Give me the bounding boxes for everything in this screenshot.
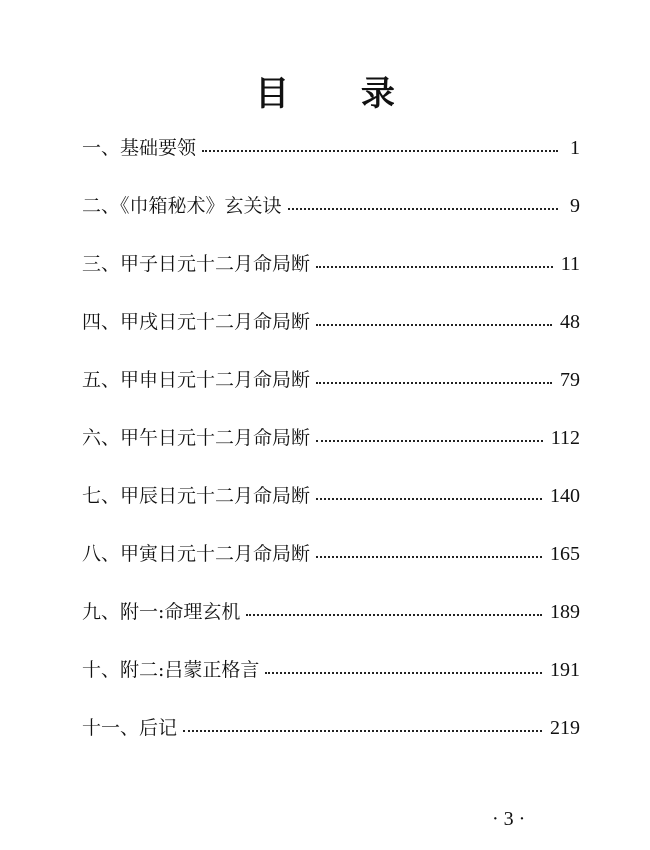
dot-leader xyxy=(316,556,542,558)
toc-entry-page: 79 xyxy=(560,369,580,391)
dot-leader xyxy=(246,614,542,616)
dot-leader xyxy=(183,730,542,732)
page-title: 目 录 xyxy=(255,74,425,114)
toc-entry-label: 十一、后记 xyxy=(82,717,178,739)
dot-leader xyxy=(316,440,543,442)
toc-entry[interactable] xyxy=(82,360,580,400)
toc-entry[interactable] xyxy=(82,650,580,690)
toc-entry[interactable] xyxy=(82,186,580,226)
dot-leader xyxy=(316,266,553,268)
toc-entry[interactable] xyxy=(82,418,580,458)
toc-entry[interactable] xyxy=(82,302,580,342)
toc-entry[interactable] xyxy=(82,534,580,574)
dot-leader xyxy=(202,150,558,152)
toc-entry[interactable] xyxy=(82,476,580,516)
toc-entry-label: 九、附一:命理玄机 xyxy=(82,601,241,623)
toc-entry-page: 140 xyxy=(550,485,580,507)
toc-entry-page: 11 xyxy=(560,253,580,275)
dot-leader xyxy=(316,498,542,500)
toc-entry[interactable] xyxy=(82,128,580,168)
dot-leader xyxy=(288,208,558,210)
toc-entry-label: 八、甲寅日元十二月命局断 xyxy=(82,543,311,565)
toc-entry-page: 219 xyxy=(550,717,580,739)
dot-leader xyxy=(316,324,552,326)
toc-entry-label: 三、甲子日元十二月命局断 xyxy=(82,253,311,275)
toc-entry-page: 48 xyxy=(560,311,580,333)
toc-entry-label: 四、甲戌日元十二月命局断 xyxy=(82,311,311,333)
page-number: · 3 · xyxy=(492,808,526,830)
toc-entry[interactable] xyxy=(82,244,580,284)
toc-entry[interactable] xyxy=(82,708,580,748)
dot-leader xyxy=(265,672,542,674)
toc-entry-page: 112 xyxy=(550,427,580,449)
table-of-contents xyxy=(82,128,580,766)
toc-entry-label: 五、甲申日元十二月命局断 xyxy=(82,369,311,391)
toc-entry-label: 一、基础要领 xyxy=(82,137,197,159)
toc-entry-page: 189 xyxy=(550,601,580,623)
dot-leader xyxy=(316,382,552,384)
toc-entry-label: 十、附二:吕蒙正格言 xyxy=(82,659,260,681)
toc-entry-page: 9 xyxy=(570,195,580,217)
toc-entry-page: 165 xyxy=(550,543,580,565)
toc-entry-page: 191 xyxy=(550,659,580,681)
toc-entry-label: 二、《巾箱秘术》玄关诀 xyxy=(82,195,282,217)
toc-entry-label: 七、甲辰日元十二月命局断 xyxy=(82,485,311,507)
toc-entry[interactable] xyxy=(82,592,580,632)
toc-entry-page: 1 xyxy=(570,137,580,159)
toc-entry-label: 六、甲午日元十二月命局断 xyxy=(82,427,311,449)
